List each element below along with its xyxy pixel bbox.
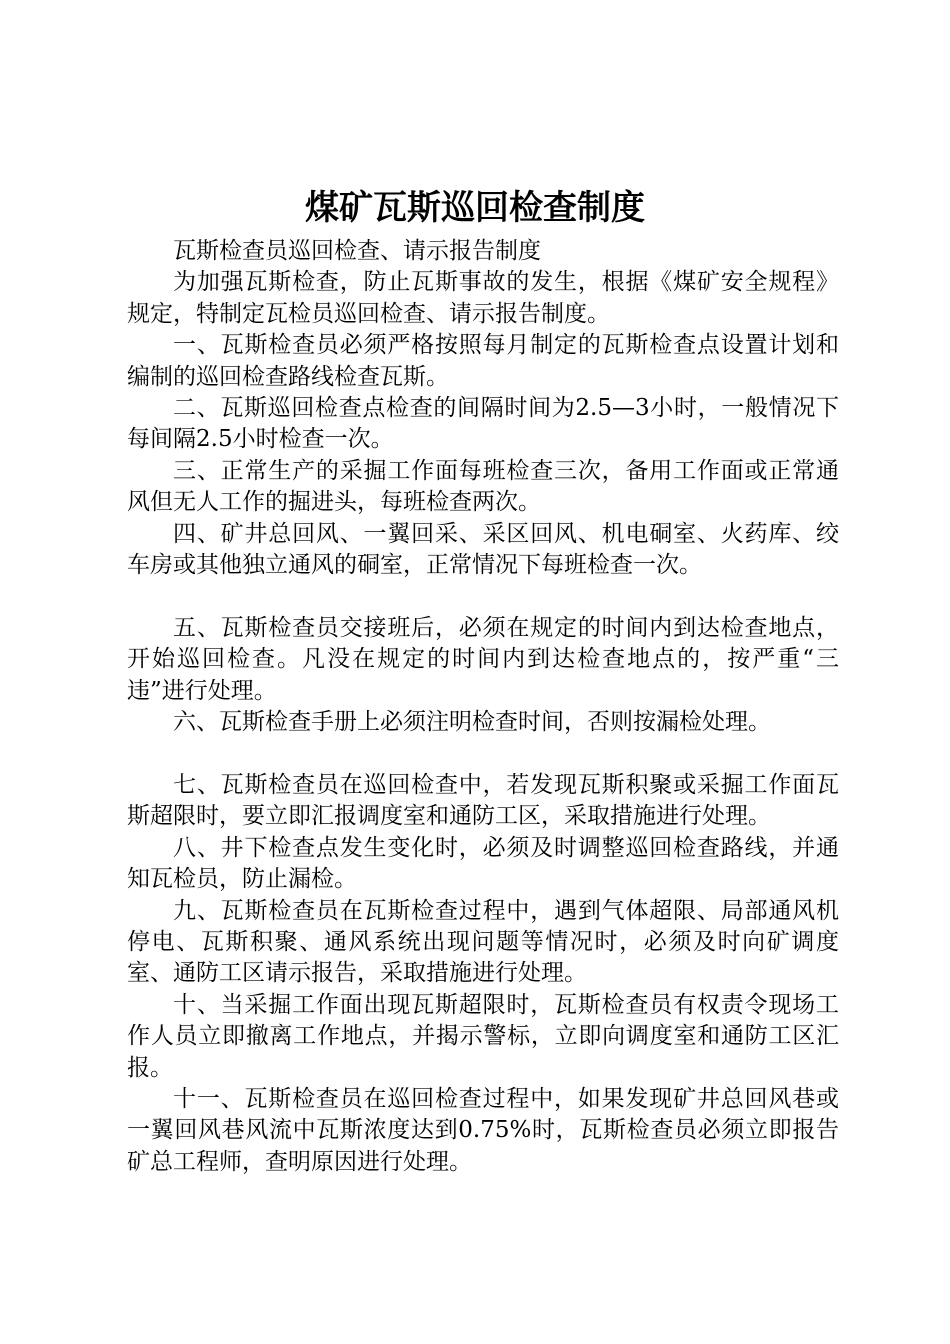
rule-3-paragraph: 三、正常生产的采掘工作面每班检查三次，备用工作面或正常通风但无人工作的掘进头，每班检查两次。 xyxy=(127,457,839,516)
document-title: 煤矿瓦斯巡回检查制度 xyxy=(305,188,645,228)
subtitle-paragraph: 瓦斯检查员巡回检查、请示报告制度 xyxy=(173,238,541,264)
rule-7-paragraph: 七、瓦斯检查员在巡回检查中，若发现瓦斯积聚或采掘工作面瓦斯超限时，要立即汇报调度室和通防工区，采取措施进行处理。 xyxy=(127,771,839,830)
rule-6-paragraph: 六、瓦斯检查手册上必须注明检查时间，否则按漏检处理。 xyxy=(173,709,771,736)
rule-4-paragraph: 四、矿井总回风、一翼回采、采区回风、机电硐室、火药库、绞车房或其他独立通风的硐室，正常情况下每班检查一次。 xyxy=(127,520,839,579)
rule-5-paragraph: 五、瓦斯检查员交接班后，必须在规定的时间内到达检查地点，开始巡回检查。凡没在规定的时间内到达检查地点的，按严重“三违”进行处理。 xyxy=(127,614,839,704)
document-body xyxy=(127,236,839,1178)
rule-8-paragraph: 八、井下检查点发生变化时，必须及时调整巡回检查路线，并通知瓦检员，防止漏检。 xyxy=(127,834,839,893)
rule-11-paragraph: 十一、瓦斯检查员在巡回检查过程中，如果发现矿井总回风巷或一翼回风巷风流中瓦斯浓度达到0.75%时，瓦斯检查员必须立即报告矿总工程师，查明原因进行处理。 xyxy=(127,1085,839,1175)
rule-2-paragraph: 二、瓦斯巡回检查点检查的间隔时间为2.5—3小时，一般情况下每间隔2.5小时检查一次。 xyxy=(127,395,839,453)
rule-9-paragraph: 九、瓦斯检查员在瓦斯检查过程中，遇到气体超限、局部通风机停电、瓦斯积聚、通风系统出现问题等情况时，必须及时向矿调度室、通防工区请示报告，采取措施进行处理。 xyxy=(127,897,839,987)
rule-10-paragraph: 十、当采掘工作面出现瓦斯超限时，瓦斯检查员有权责令现场工作人员立即撤离工作地点，并揭示警标，立即向调度室和通防工区汇报。 xyxy=(127,991,839,1081)
intro-paragraph: 为加强瓦斯检查，防止瓦斯事故的发生，根据《煤矿安全规程》规定，特制定瓦检员巡回检查、请示报告制度。 xyxy=(127,269,839,327)
rule-1-paragraph: 一、瓦斯检查员必须严格按照每月制定的瓦斯检查点设置计划和编制的巡回检查路线检查瓦斯。 xyxy=(127,332,839,390)
